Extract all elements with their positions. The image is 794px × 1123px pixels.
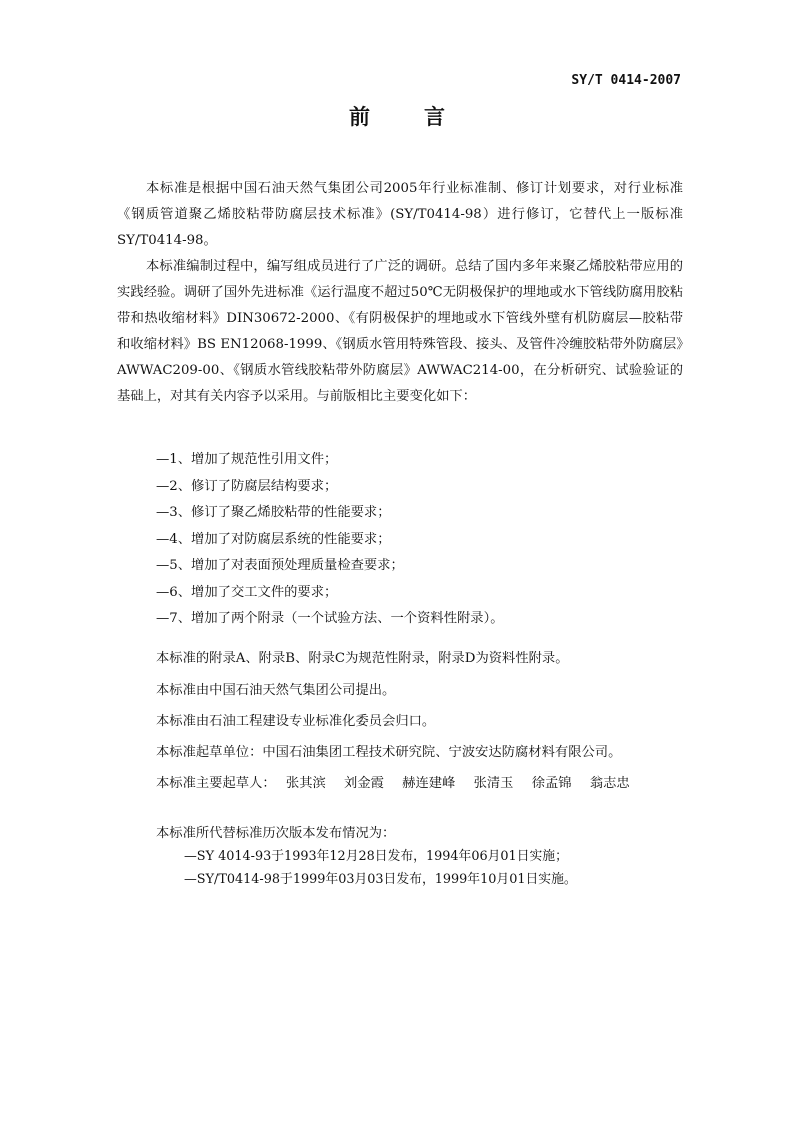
list-item: —6、增加了交工文件的要求； [156,584,338,600]
proposer-statement: 本标准由中国石油天然气集团公司提出。 [156,683,396,698]
history-section [156,823,577,891]
drafter-name: 刘金霞 [344,776,384,791]
title-char-2: 言 [424,105,445,129]
paragraph-1: 本标准是根据中国石油天然气集团公司2005年行业标准制、修订计划要求，对行业标准《钢质管道聚乙烯胶粘带防腐层技术标准》(SY/T0414-98）进行修订，它替代上一版标准SY/T0414-98。 [117,181,683,248]
intro-body [117,176,683,410]
history-item: —SY/T0414-98于1999年03月03日发布，1999年10月01日实施。 [184,872,577,887]
drafter-name: 徐孟锦 [531,776,572,791]
list-item: —1、增加了规范性引用文件； [156,452,338,467]
appendix-statement: 本标准的附录A、附录B、附录C为规范性附录，附录D为资料性附录。 [156,651,569,666]
list-item: —2、修订了防腐层结构要求； [156,478,338,494]
title-char-1: 前 [349,105,370,129]
drafter-name: 赫连建峰 [402,776,456,791]
drafter-name: 翁志忠 [589,776,630,791]
changes-list [156,447,504,633]
standard-code: SY/T 0414-2007 [571,73,681,88]
drafter-name: 张清玉 [473,776,514,791]
drafters-label: 本标准主要起草人： [156,776,276,791]
drafters-line [156,772,644,791]
list-item: —5、增加了对表面预处理质量检查要求； [156,558,404,573]
history-heading: 本标准所代替标准历次版本发布情况为： [156,826,396,841]
drafting-units-statement: 本标准起草单位：中国石油集团工程技术研究院、宁波安达防腐材料有限公司。 [156,745,622,760]
paragraph-2: 本标准编制过程中，编写组成员进行了广泛的调研。总结了国内多年来聚乙烯胶粘带应用的实践经验。调研了国外先进标准《运行温度不超过50℃无阴极保护的埋地或水下管线防腐用胶粘带和热收缩材料》DIN30672-2000、《有阴极保护的埋地或水下管线外壁有机防腐层—胶粘带和收缩材料》BS EN12068-1999、《钢质水管用特殊管段、接头、及管件冷缠胶粘带外防腐层》AWWAC209-00、《钢质水管线胶粘带外防腐层》AWWAC214-00，在分析研究、试验验证的基础上，对其有关内容予以采用。与前版相比主要变化如下： [117,259,683,404]
list-item: —4、增加了对防腐层系统的性能要求； [156,531,391,547]
page-title [0,101,794,131]
list-item: —7、增加了两个附录（一个试验方法、一个资料性附录）。 [156,611,504,626]
drafter-name: 张其滨 [285,776,326,791]
history-item: —SY 4014-93于1993年12月28日发布，1994年06月01日实施； [184,849,568,864]
list-item: —3、修订了聚乙烯胶粘带的性能要求； [156,505,391,520]
centralized-statement: 本标准由石油工程建设专业标准化委员会归口。 [156,714,436,729]
